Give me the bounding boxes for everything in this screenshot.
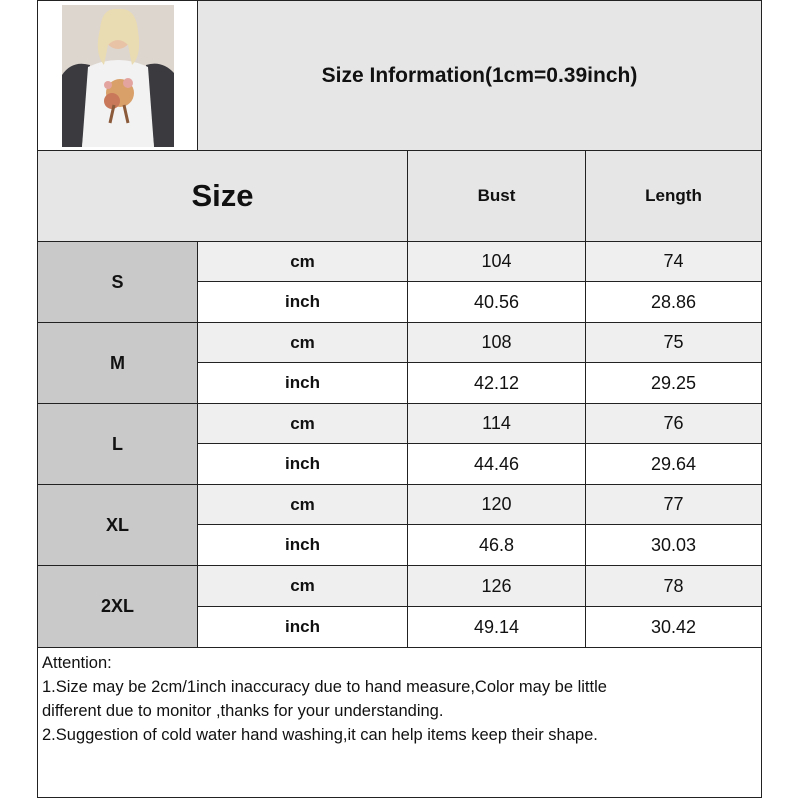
unit-label: inch xyxy=(285,292,320,311)
length-value-cell xyxy=(586,282,762,323)
length-header: Length xyxy=(645,186,702,205)
size-label-cell xyxy=(38,485,198,566)
length-value-cell xyxy=(586,485,762,525)
bust-value: 108 xyxy=(481,332,512,352)
unit-cell xyxy=(198,323,408,363)
bust-value-cell xyxy=(408,404,586,444)
size-label-cell xyxy=(38,404,198,485)
bust-value-cell xyxy=(408,242,586,282)
notes-line: 1.Size may be 2cm/1inch inaccuracy due to hand measure,Color may be little xyxy=(42,678,607,696)
bust-value: 40.56 xyxy=(473,291,520,312)
attention-notes xyxy=(42,651,757,747)
title-cell xyxy=(198,1,762,151)
length-value: 76 xyxy=(663,413,684,433)
unit-label: cm xyxy=(290,251,315,271)
length-value: 30.42 xyxy=(650,616,697,637)
bust-header-cell xyxy=(408,151,586,242)
length-value: 28.86 xyxy=(650,291,697,312)
size-label: S xyxy=(111,271,124,292)
unit-cell xyxy=(198,444,408,485)
length-value-cell xyxy=(586,444,762,485)
length-value-cell xyxy=(586,525,762,566)
bust-value-cell xyxy=(408,607,586,648)
length-value: 77 xyxy=(663,494,684,514)
size-label: L xyxy=(112,433,123,454)
notes-heading: Attention: xyxy=(42,654,112,672)
bust-value: 114 xyxy=(482,413,511,433)
length-value: 74 xyxy=(663,251,684,271)
bust-value: 126 xyxy=(481,575,512,596)
size-header: Size xyxy=(191,178,254,213)
unit-label: inch xyxy=(285,535,320,554)
unit-cell xyxy=(198,525,408,566)
bust-value-cell xyxy=(408,323,586,363)
size-header-cell xyxy=(38,151,408,242)
length-value-cell xyxy=(586,242,762,282)
size-label: M xyxy=(110,352,125,373)
length-value: 29.64 xyxy=(650,453,697,474)
size-label: 2XL xyxy=(100,596,134,616)
bust-value-cell xyxy=(408,444,586,485)
length-value: 78 xyxy=(663,575,684,596)
bust-value-cell xyxy=(408,282,586,323)
bust-value-cell xyxy=(408,363,586,404)
unit-cell xyxy=(198,566,408,607)
bust-value: 104 xyxy=(481,251,512,271)
bust-value-cell xyxy=(408,566,586,607)
length-value: 30.03 xyxy=(650,534,697,555)
size-label-cell xyxy=(38,566,198,648)
notes-line: 2.Suggestion of cold water hand washing,it can help items keep their shape. xyxy=(42,726,598,744)
unit-label: cm xyxy=(290,494,315,514)
length-value-cell xyxy=(586,363,762,404)
unit-cell xyxy=(198,404,408,444)
notes-line: different due to monitor ,thanks for your understanding. xyxy=(42,702,444,720)
size-label: XL xyxy=(105,514,129,535)
unit-cell xyxy=(198,242,408,282)
bust-value: 49.14 xyxy=(473,616,520,637)
length-value-cell xyxy=(586,607,762,648)
bust-value-cell xyxy=(408,485,586,525)
length-header-cell xyxy=(586,151,762,242)
product-photo-cell xyxy=(38,1,198,151)
unit-cell xyxy=(198,363,408,404)
unit-cell xyxy=(198,485,408,525)
unit-label: cm xyxy=(290,413,315,433)
model-tshirt-image xyxy=(62,5,174,147)
unit-cell xyxy=(198,282,408,323)
bust-value: 42.12 xyxy=(473,372,520,393)
bust-value: 46.8 xyxy=(478,534,515,555)
unit-cell xyxy=(198,607,408,648)
unit-label: inch xyxy=(285,373,320,392)
bust-header: Bust xyxy=(477,186,516,205)
length-value: 75 xyxy=(663,332,684,352)
length-value-cell xyxy=(586,566,762,607)
length-value-cell xyxy=(586,323,762,363)
product-photo xyxy=(62,5,174,147)
length-value-cell xyxy=(586,404,762,444)
bust-value: 120 xyxy=(481,494,512,514)
bust-value-cell xyxy=(408,525,586,566)
unit-label: inch xyxy=(285,454,320,473)
size-label-cell xyxy=(38,323,198,404)
unit-label: inch xyxy=(285,617,320,636)
size-chart xyxy=(37,0,762,798)
size-label-cell xyxy=(38,242,198,323)
page-title: Size Information(1cm=0.39inch) xyxy=(321,63,638,87)
unit-label: cm xyxy=(290,576,315,595)
unit-label: cm xyxy=(290,332,315,352)
bust-value: 44.46 xyxy=(473,453,520,474)
length-value: 29.25 xyxy=(650,372,697,393)
